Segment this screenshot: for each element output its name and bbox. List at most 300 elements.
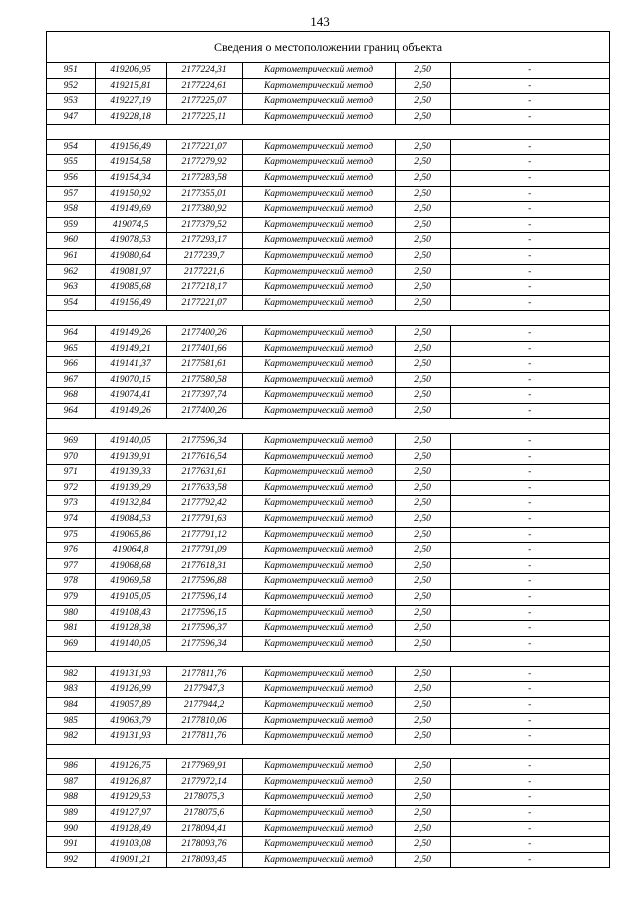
- coordinates-table: [47, 63, 609, 867]
- precision-cell: 2,50: [395, 713, 450, 729]
- method-cell: Картометрический метод: [242, 543, 395, 559]
- point-number-cell: 963: [47, 280, 95, 296]
- description-cell: -: [450, 636, 609, 652]
- description-cell: -: [450, 78, 609, 94]
- table-row: [47, 837, 609, 853]
- y-coordinate-cell: 2177293,17: [166, 233, 242, 249]
- table-row: [47, 496, 609, 512]
- method-cell: Картометрический метод: [242, 480, 395, 496]
- precision-cell: 2,50: [395, 558, 450, 574]
- x-coordinate-cell: 419156,49: [95, 295, 166, 311]
- precision-cell: 2,50: [395, 465, 450, 481]
- point-number-cell: 985: [47, 713, 95, 729]
- precision-cell: 2,50: [395, 186, 450, 202]
- point-number-cell: 969: [47, 636, 95, 652]
- description-cell: -: [450, 621, 609, 637]
- group-separator-row: [47, 744, 609, 759]
- description-cell: -: [450, 372, 609, 388]
- method-cell: Картометрический метод: [242, 94, 395, 110]
- description-cell: -: [450, 511, 609, 527]
- x-coordinate-cell: 419131,93: [95, 666, 166, 682]
- description-cell: -: [450, 774, 609, 790]
- table-row: [47, 713, 609, 729]
- table-row: [47, 233, 609, 249]
- table-row: [47, 341, 609, 357]
- description-cell: -: [450, 806, 609, 822]
- point-number-cell: 982: [47, 729, 95, 745]
- precision-cell: 2,50: [395, 94, 450, 110]
- y-coordinate-cell: 2177380,92: [166, 202, 242, 218]
- y-coordinate-cell: 2177792,42: [166, 496, 242, 512]
- point-number-cell: 955: [47, 155, 95, 171]
- group-separator-row: [47, 652, 609, 667]
- y-coordinate-cell: 2178093,45: [166, 852, 242, 867]
- table-row: [47, 109, 609, 125]
- method-cell: Картометрический метод: [242, 63, 395, 78]
- table-row: [47, 511, 609, 527]
- x-coordinate-cell: 419149,69: [95, 202, 166, 218]
- x-coordinate-cell: 419074,5: [95, 217, 166, 233]
- method-cell: Картометрический метод: [242, 527, 395, 543]
- method-cell: Картометрический метод: [242, 264, 395, 280]
- table-row: [47, 480, 609, 496]
- precision-cell: 2,50: [395, 837, 450, 853]
- table-row: [47, 852, 609, 867]
- table-row: [47, 821, 609, 837]
- precision-cell: 2,50: [395, 357, 450, 373]
- y-coordinate-cell: 2177400,26: [166, 403, 242, 419]
- x-coordinate-cell: 419140,05: [95, 433, 166, 449]
- point-number-cell: 954: [47, 295, 95, 311]
- description-cell: -: [450, 171, 609, 187]
- precision-cell: 2,50: [395, 821, 450, 837]
- point-number-cell: 966: [47, 357, 95, 373]
- table-row: [47, 774, 609, 790]
- method-cell: Картометрический метод: [242, 636, 395, 652]
- x-coordinate-cell: 419057,89: [95, 697, 166, 713]
- description-cell: -: [450, 697, 609, 713]
- method-cell: Картометрический метод: [242, 589, 395, 605]
- method-cell: Картометрический метод: [242, 837, 395, 853]
- table-row: [47, 249, 609, 265]
- description-cell: -: [450, 821, 609, 837]
- description-cell: -: [450, 759, 609, 775]
- table-row: [47, 433, 609, 449]
- method-cell: Картометрический метод: [242, 790, 395, 806]
- precision-cell: 2,50: [395, 264, 450, 280]
- point-number-cell: 957: [47, 186, 95, 202]
- precision-cell: 2,50: [395, 666, 450, 682]
- point-number-cell: 980: [47, 605, 95, 621]
- method-cell: Картометрический метод: [242, 558, 395, 574]
- point-number-cell: 979: [47, 589, 95, 605]
- point-number-cell: 976: [47, 543, 95, 559]
- group-separator-row: [47, 419, 609, 434]
- description-cell: -: [450, 202, 609, 218]
- precision-cell: 2,50: [395, 202, 450, 218]
- description-cell: -: [450, 480, 609, 496]
- table-row: [47, 621, 609, 637]
- method-cell: Картометрический метод: [242, 496, 395, 512]
- method-cell: Картометрический метод: [242, 403, 395, 419]
- x-coordinate-cell: 419227,19: [95, 94, 166, 110]
- x-coordinate-cell: 419228,18: [95, 109, 166, 125]
- x-coordinate-cell: 419065,86: [95, 527, 166, 543]
- precision-cell: 2,50: [395, 496, 450, 512]
- method-cell: Картометрический метод: [242, 433, 395, 449]
- description-cell: -: [450, 264, 609, 280]
- x-coordinate-cell: 419132,84: [95, 496, 166, 512]
- precision-cell: 2,50: [395, 139, 450, 155]
- precision-cell: 2,50: [395, 433, 450, 449]
- description-cell: -: [450, 388, 609, 404]
- point-number-cell: 964: [47, 403, 95, 419]
- precision-cell: 2,50: [395, 480, 450, 496]
- table-row: [47, 403, 609, 419]
- description-cell: -: [450, 543, 609, 559]
- description-cell: -: [450, 682, 609, 698]
- point-number-cell: 951: [47, 63, 95, 78]
- x-coordinate-cell: 419068,68: [95, 558, 166, 574]
- method-cell: Картометрический метод: [242, 109, 395, 125]
- group-separator-row: [47, 311, 609, 326]
- point-number-cell: 982: [47, 666, 95, 682]
- precision-cell: 2,50: [395, 217, 450, 233]
- y-coordinate-cell: 2177221,6: [166, 264, 242, 280]
- method-cell: Картометрический метод: [242, 233, 395, 249]
- method-cell: Картометрический метод: [242, 759, 395, 775]
- precision-cell: 2,50: [395, 774, 450, 790]
- description-cell: -: [450, 155, 609, 171]
- point-number-cell: 965: [47, 341, 95, 357]
- description-cell: -: [450, 713, 609, 729]
- y-coordinate-cell: 2177218,17: [166, 280, 242, 296]
- y-coordinate-cell: 2177596,15: [166, 605, 242, 621]
- precision-cell: 2,50: [395, 78, 450, 94]
- method-cell: Картометрический метод: [242, 605, 395, 621]
- method-cell: Картометрический метод: [242, 621, 395, 637]
- precision-cell: 2,50: [395, 574, 450, 590]
- table-row: [47, 558, 609, 574]
- y-coordinate-cell: 2177791,09: [166, 543, 242, 559]
- precision-cell: 2,50: [395, 63, 450, 78]
- method-cell: Картометрический метод: [242, 682, 395, 698]
- precision-cell: 2,50: [395, 682, 450, 698]
- method-cell: Картометрический метод: [242, 852, 395, 867]
- boundary-table-sheet: [46, 31, 610, 868]
- point-number-cell: 975: [47, 527, 95, 543]
- x-coordinate-cell: 419103,08: [95, 837, 166, 853]
- point-number-cell: 969: [47, 433, 95, 449]
- y-coordinate-cell: 2177969,91: [166, 759, 242, 775]
- y-coordinate-cell: 2177581,61: [166, 357, 242, 373]
- y-coordinate-cell: 2177225,07: [166, 94, 242, 110]
- method-cell: Картометрический метод: [242, 280, 395, 296]
- point-number-cell: 954: [47, 139, 95, 155]
- group-separator-cell: [47, 744, 609, 759]
- point-number-cell: 970: [47, 449, 95, 465]
- description-cell: -: [450, 527, 609, 543]
- x-coordinate-cell: 419074,41: [95, 388, 166, 404]
- table-row: [47, 139, 609, 155]
- description-cell: -: [450, 109, 609, 125]
- precision-cell: 2,50: [395, 589, 450, 605]
- page-number: 143: [310, 14, 330, 29]
- x-coordinate-cell: 419139,29: [95, 480, 166, 496]
- x-coordinate-cell: 419080,64: [95, 249, 166, 265]
- table-row: [47, 202, 609, 218]
- point-number-cell: 989: [47, 806, 95, 822]
- point-number-cell: 988: [47, 790, 95, 806]
- point-number-cell: 960: [47, 233, 95, 249]
- table-row: [47, 295, 609, 311]
- point-number-cell: 973: [47, 496, 95, 512]
- y-coordinate-cell: 2177596,88: [166, 574, 242, 590]
- method-cell: Картометрический метод: [242, 806, 395, 822]
- description-cell: -: [450, 433, 609, 449]
- point-number-cell: 974: [47, 511, 95, 527]
- description-cell: -: [450, 558, 609, 574]
- point-number-cell: 983: [47, 682, 95, 698]
- point-number-cell: 947: [47, 109, 95, 125]
- precision-cell: 2,50: [395, 171, 450, 187]
- x-coordinate-cell: 419105,05: [95, 589, 166, 605]
- table-row: [47, 155, 609, 171]
- table-row: [47, 372, 609, 388]
- description-cell: -: [450, 790, 609, 806]
- x-coordinate-cell: 419149,26: [95, 325, 166, 341]
- point-number-cell: 953: [47, 94, 95, 110]
- x-coordinate-cell: 419081,97: [95, 264, 166, 280]
- point-number-cell: 956: [47, 171, 95, 187]
- method-cell: Картометрический метод: [242, 249, 395, 265]
- description-cell: -: [450, 249, 609, 265]
- method-cell: Картометрический метод: [242, 139, 395, 155]
- precision-cell: 2,50: [395, 372, 450, 388]
- table-row: [47, 636, 609, 652]
- point-number-cell: 961: [47, 249, 95, 265]
- precision-cell: 2,50: [395, 109, 450, 125]
- y-coordinate-cell: 2177944,2: [166, 697, 242, 713]
- x-coordinate-cell: 419091,21: [95, 852, 166, 867]
- x-coordinate-cell: 419128,49: [95, 821, 166, 837]
- description-cell: -: [450, 403, 609, 419]
- x-coordinate-cell: 419127,97: [95, 806, 166, 822]
- table-row: [47, 697, 609, 713]
- y-coordinate-cell: 2177596,37: [166, 621, 242, 637]
- x-coordinate-cell: 419131,93: [95, 729, 166, 745]
- y-coordinate-cell: 2177401,66: [166, 341, 242, 357]
- description-cell: -: [450, 280, 609, 296]
- y-coordinate-cell: 2177400,26: [166, 325, 242, 341]
- precision-cell: 2,50: [395, 341, 450, 357]
- precision-cell: 2,50: [395, 852, 450, 867]
- point-number-cell: 978: [47, 574, 95, 590]
- y-coordinate-cell: 2177239,7: [166, 249, 242, 265]
- precision-cell: 2,50: [395, 806, 450, 822]
- table-row: [47, 78, 609, 94]
- table-row: [47, 449, 609, 465]
- y-coordinate-cell: 2177379,52: [166, 217, 242, 233]
- x-coordinate-cell: 419078,53: [95, 233, 166, 249]
- table-row: [47, 589, 609, 605]
- point-number-cell: 984: [47, 697, 95, 713]
- table-row: [47, 264, 609, 280]
- point-number-cell: 968: [47, 388, 95, 404]
- point-number-cell: 986: [47, 759, 95, 775]
- point-number-cell: 971: [47, 465, 95, 481]
- precision-cell: 2,50: [395, 280, 450, 296]
- x-coordinate-cell: 419126,87: [95, 774, 166, 790]
- method-cell: Картометрический метод: [242, 511, 395, 527]
- description-cell: -: [450, 217, 609, 233]
- group-separator-cell: [47, 652, 609, 667]
- method-cell: Картометрический метод: [242, 155, 395, 171]
- y-coordinate-cell: 2177791,12: [166, 527, 242, 543]
- y-coordinate-cell: 2177791,63: [166, 511, 242, 527]
- method-cell: Картометрический метод: [242, 295, 395, 311]
- x-coordinate-cell: 419085,68: [95, 280, 166, 296]
- table-row: [47, 217, 609, 233]
- table-row: [47, 186, 609, 202]
- y-coordinate-cell: 2177355,01: [166, 186, 242, 202]
- y-coordinate-cell: 2177596,34: [166, 636, 242, 652]
- x-coordinate-cell: 419140,05: [95, 636, 166, 652]
- x-coordinate-cell: 419150,92: [95, 186, 166, 202]
- y-coordinate-cell: 2177631,61: [166, 465, 242, 481]
- method-cell: Картометрический метод: [242, 449, 395, 465]
- table-row: [47, 527, 609, 543]
- table-row: [47, 806, 609, 822]
- precision-cell: 2,50: [395, 511, 450, 527]
- x-coordinate-cell: 419070,15: [95, 372, 166, 388]
- point-number-cell: 967: [47, 372, 95, 388]
- y-coordinate-cell: 2177616,54: [166, 449, 242, 465]
- table-row: [47, 465, 609, 481]
- precision-cell: 2,50: [395, 636, 450, 652]
- y-coordinate-cell: 2177633,58: [166, 480, 242, 496]
- point-number-cell: 977: [47, 558, 95, 574]
- point-number-cell: 964: [47, 325, 95, 341]
- table-row: [47, 666, 609, 682]
- description-cell: -: [450, 295, 609, 311]
- description-cell: -: [450, 465, 609, 481]
- method-cell: Картометрический метод: [242, 774, 395, 790]
- y-coordinate-cell: 2178094,41: [166, 821, 242, 837]
- table-row: [47, 682, 609, 698]
- x-coordinate-cell: 419063,79: [95, 713, 166, 729]
- precision-cell: 2,50: [395, 621, 450, 637]
- point-number-cell: 981: [47, 621, 95, 637]
- method-cell: Картометрический метод: [242, 202, 395, 218]
- precision-cell: 2,50: [395, 388, 450, 404]
- description-cell: -: [450, 589, 609, 605]
- x-coordinate-cell: 419108,43: [95, 605, 166, 621]
- x-coordinate-cell: 419129,53: [95, 790, 166, 806]
- x-coordinate-cell: 419084,53: [95, 511, 166, 527]
- y-coordinate-cell: 2177283,58: [166, 171, 242, 187]
- description-cell: -: [450, 449, 609, 465]
- x-coordinate-cell: 419154,34: [95, 171, 166, 187]
- precision-cell: 2,50: [395, 790, 450, 806]
- group-separator-row: [47, 125, 609, 140]
- y-coordinate-cell: 2177279,92: [166, 155, 242, 171]
- x-coordinate-cell: 419064,8: [95, 543, 166, 559]
- x-coordinate-cell: 419139,33: [95, 465, 166, 481]
- method-cell: Картометрический метод: [242, 325, 395, 341]
- table-row: [47, 280, 609, 296]
- y-coordinate-cell: 2177618,31: [166, 558, 242, 574]
- point-number-cell: 992: [47, 852, 95, 867]
- method-cell: Картометрический метод: [242, 171, 395, 187]
- x-coordinate-cell: 419206,95: [95, 63, 166, 78]
- method-cell: Картометрический метод: [242, 574, 395, 590]
- y-coordinate-cell: 2177221,07: [166, 139, 242, 155]
- coordinates-table-body: [47, 63, 609, 867]
- table-row: [47, 605, 609, 621]
- method-cell: Картометрический метод: [242, 388, 395, 404]
- description-cell: -: [450, 63, 609, 78]
- x-coordinate-cell: 419139,91: [95, 449, 166, 465]
- point-number-cell: 958: [47, 202, 95, 218]
- y-coordinate-cell: 2177397,74: [166, 388, 242, 404]
- precision-cell: 2,50: [395, 527, 450, 543]
- description-cell: -: [528, 854, 532, 865]
- table-row: [47, 357, 609, 373]
- x-coordinate-cell: 419141,37: [95, 357, 166, 373]
- description-cell: -: [450, 496, 609, 512]
- precision-cell: 2,50: [395, 729, 450, 745]
- x-coordinate-cell: 419128,38: [95, 621, 166, 637]
- description-cell: -: [450, 325, 609, 341]
- description-cell: -: [450, 666, 609, 682]
- method-cell: Картометрический метод: [242, 78, 395, 94]
- point-number-cell: 990: [47, 821, 95, 837]
- description-cell: -: [450, 357, 609, 373]
- y-coordinate-cell: 2177596,14: [166, 589, 242, 605]
- y-coordinate-cell: 2177811,76: [166, 729, 242, 745]
- x-coordinate-cell: 419149,26: [95, 403, 166, 419]
- point-number-cell: 959: [47, 217, 95, 233]
- point-number-cell: 952: [47, 78, 95, 94]
- x-coordinate-cell: 419154,58: [95, 155, 166, 171]
- method-cell: Картометрический метод: [242, 357, 395, 373]
- y-coordinate-cell: 2177224,31: [166, 63, 242, 78]
- method-cell: Картометрический метод: [242, 186, 395, 202]
- y-coordinate-cell: 2177225,11: [166, 109, 242, 125]
- method-cell: Картометрический метод: [242, 217, 395, 233]
- precision-cell: 2,50: [395, 403, 450, 419]
- y-coordinate-cell: 2178093,76: [166, 837, 242, 853]
- method-cell: Картометрический метод: [242, 697, 395, 713]
- method-cell: Картометрический метод: [242, 821, 395, 837]
- method-cell: Картометрический метод: [242, 713, 395, 729]
- precision-cell: 2,50: [395, 605, 450, 621]
- y-coordinate-cell: 2177580,58: [166, 372, 242, 388]
- description-cell: -: [450, 574, 609, 590]
- precision-cell: 2,50: [395, 325, 450, 341]
- y-coordinate-cell: 2178075,6: [166, 806, 242, 822]
- table-row: [47, 759, 609, 775]
- table-row: [47, 94, 609, 110]
- precision-cell: 2,50: [395, 543, 450, 559]
- precision-cell: 2,50: [395, 295, 450, 311]
- precision-cell: 2,50: [395, 449, 450, 465]
- table-row: [47, 171, 609, 187]
- method-cell: Картометрический метод: [242, 729, 395, 745]
- table-row: [47, 63, 609, 78]
- group-separator-cell: [47, 311, 609, 326]
